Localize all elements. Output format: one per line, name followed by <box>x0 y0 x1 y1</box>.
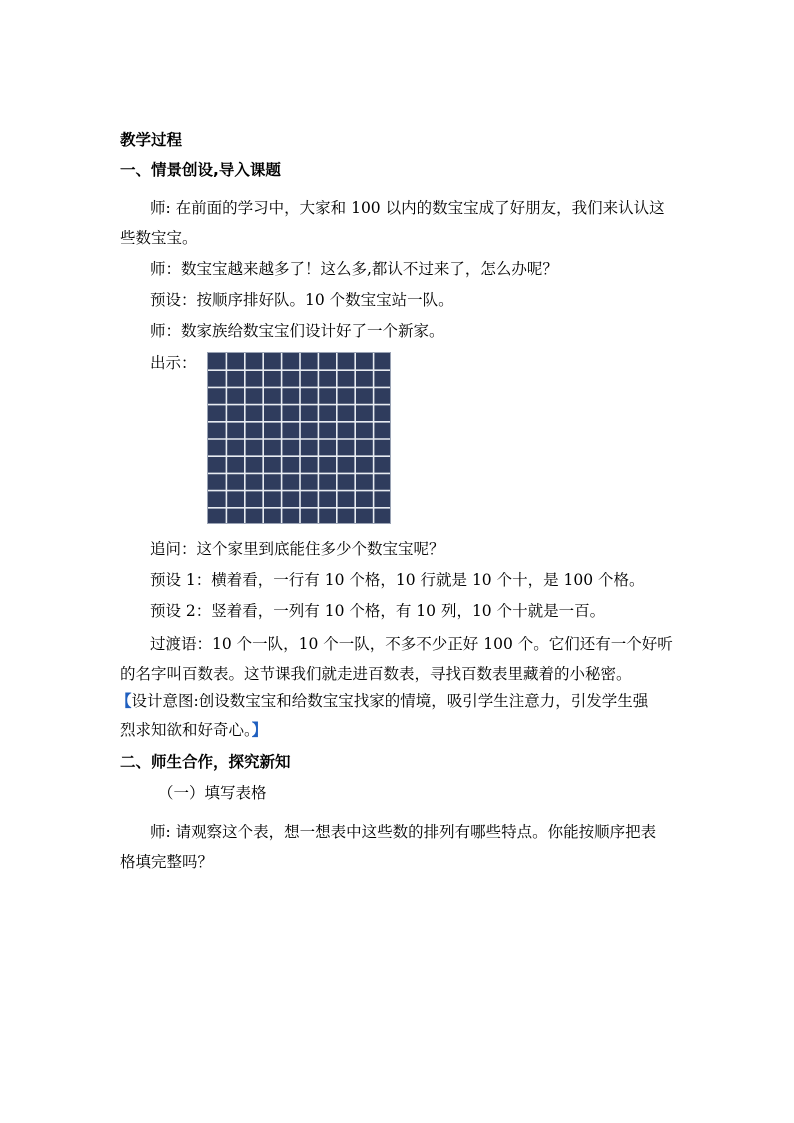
design-intent-line-2 <box>120 718 680 742</box>
answer-1: 预设 1：横着看，一行有 10 个格，10 行就是 10 个十，是 100 个格。 <box>150 571 645 589</box>
design-close-bracket: 】 <box>251 720 268 739</box>
section-heading-1: 一、情景创设,导入课题 <box>120 161 281 179</box>
paragraph-4: 师：数家族给数宝宝们设计好了一个新家。 <box>150 322 445 340</box>
subsection-heading-1: （一）填写表格 <box>158 784 267 802</box>
design-open-bracket: 【 <box>116 691 132 710</box>
hundred-grid-image <box>207 352 391 524</box>
transition-line-1: 过渡语：10 个一队，10 个一队，不多不少正好 100 个。它们还有一个好听 <box>150 635 673 653</box>
paragraph-5-line-2: 格填完整吗？ <box>120 853 214 871</box>
paragraph-2: 师：数宝宝越来越多了！这么多,都认不过来了，怎么办呢？ <box>150 260 558 278</box>
design-intent-line-1 <box>116 689 676 713</box>
paragraph-3: 预设：按顺序排好队。10 个数宝宝站一队。 <box>150 291 454 309</box>
paragraph-1-line-2: 些数宝宝。 <box>120 229 198 247</box>
answer-2: 预设 2：竖着看，一列有 10 个格，有 10 列，10 个十就是一百。 <box>150 602 606 620</box>
show-label: 出示： <box>150 354 197 372</box>
transition-line-2: 的名字叫百数表。这节课我们就走进百数表，寻找百数表里藏着的小秘密。 <box>120 665 632 683</box>
section-heading-2: 二、师生合作，探究新知 <box>120 753 291 771</box>
design-intent-text-1: 设计意图:创设数宝宝和给数宝宝找家的情境，吸引学生注意力，引发学生强 <box>131 692 649 710</box>
follow-up-question: 追问：这个家里到底能住多少个数宝宝呢？ <box>150 540 445 558</box>
paragraph-1-line-1: 师: 在前面的学习中，大家和 100 以内的数宝宝成了好朋友，我们来认认这 <box>150 199 665 217</box>
design-intent-text-2: 烈求知欲和好奇心。 <box>120 721 252 739</box>
heading-teaching-process: 教学过程 <box>120 131 183 149</box>
hundred-grid-svg <box>208 353 391 524</box>
paragraph-5-line-1: 师: 请观察这个表，想一想表中这些数的排列有哪些特点。你能按顺序把表 <box>150 823 657 841</box>
